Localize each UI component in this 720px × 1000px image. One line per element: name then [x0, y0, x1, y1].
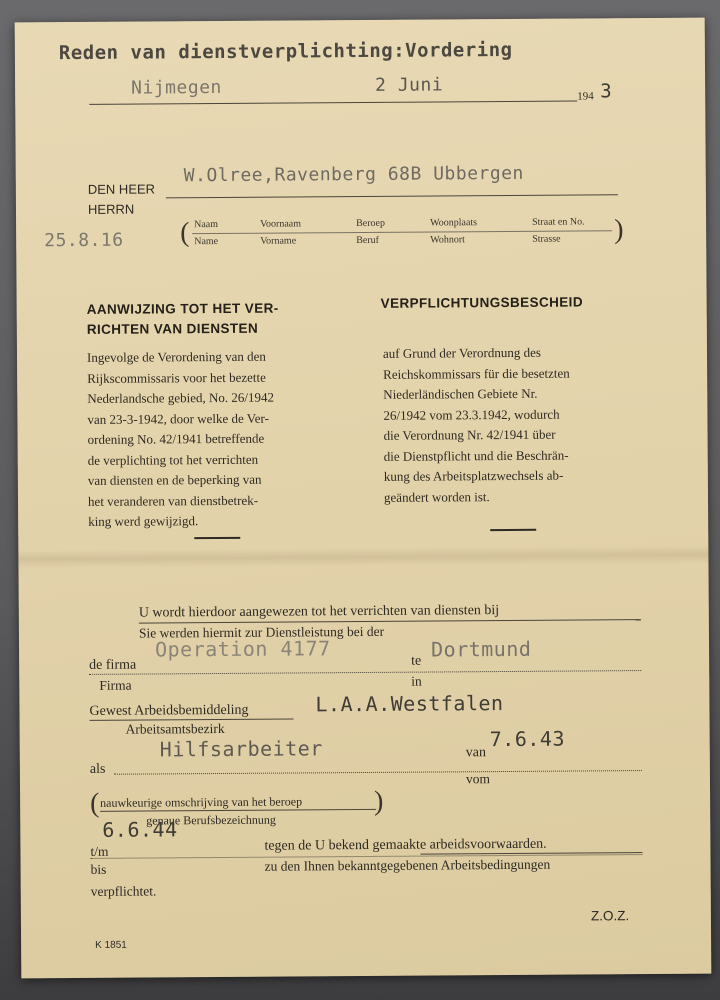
left-line-5: ordening No. 42/1941 betreffende [87, 430, 265, 447]
right-paragraph [383, 342, 630, 508]
paper-fold [18, 546, 708, 569]
assignment-intro-de: Sie werden hiermit zur Dienstleistung bei der [138, 623, 385, 641]
van-label-nl: van [465, 745, 487, 761]
left-heading-line-2: RICHTEN VAN DIENSTEN [86, 320, 259, 337]
birth-date-value: 25.8.16 [44, 229, 124, 252]
field-vorname: Vorname [260, 235, 297, 247]
te-label-de: in [411, 673, 422, 689]
right-line-2: Reichskommissars für die besetzten [383, 365, 570, 382]
left-end-rule [194, 537, 240, 539]
field-strasse: Strasse [532, 233, 561, 245]
left-paragraph [87, 346, 336, 532]
fields-close-paren: ) [614, 214, 624, 246]
beroep-label-de: genaue Berufsbezeichnung [146, 812, 276, 828]
beroep-label-nl: nauwkeurige omschrijving van het beroep [100, 794, 303, 810]
left-line-1: Ingevolge de Verordening van den [86, 348, 266, 365]
zoz-label: Z.O.Z. [590, 908, 630, 924]
right-line-5: die Verordnung Nr. 42/1941 über [383, 426, 556, 443]
left-line-8: het veranderen van dienstbetrek- [87, 492, 259, 509]
als-label-nl: als [89, 761, 106, 777]
left-line-6: de verplichting tot het verrichten [87, 451, 259, 468]
firma-line [89, 670, 641, 675]
date-underline [89, 100, 577, 104]
field-naam: Naam [194, 219, 219, 231]
van-value: 7.6.43 [489, 726, 566, 752]
right-end-rule [490, 529, 536, 531]
year-suffix: 3 [600, 80, 613, 103]
assignment-intro-nl: U wordt hierdoor aangewezen tot het verrichten van diensten bij [138, 603, 500, 621]
year-prefix: 194 [577, 90, 594, 103]
left-line-4: van 23-3-1942, door welke de Ver- [87, 410, 269, 427]
date-value: 2 Juni [375, 74, 444, 96]
field-woonplaats: Woonplaats [430, 217, 478, 229]
document-page [15, 18, 712, 979]
firma-label-de: Firma [99, 677, 132, 693]
left-line-9: king werd gewijzigd. [88, 513, 199, 529]
gewest-label-de: Arbeitsamtsbezirk [125, 720, 225, 737]
field-beroep: Beroep [356, 217, 386, 230]
gewest-label-nl: Gewest Arbeidsbemiddeling [89, 702, 249, 719]
verpflichtet-label: verpflichtet. [90, 883, 157, 899]
document-title: Reden van dienstverplichting:Vordering [58, 38, 513, 65]
als-value: Hilfsarbeiter [159, 736, 323, 762]
right-line-8: geändert worden ist. [383, 488, 490, 505]
right-line-3: Niederländischen Gebiete Nr. [383, 385, 538, 402]
field-name: Name [194, 236, 219, 248]
left-heading-line-1: AANWIJZING TOT HET VER- [86, 300, 279, 317]
place-value: Nijmegen [131, 76, 222, 99]
te-value: Dortmund [430, 636, 532, 662]
right-line-6: die Dienstpflicht und die Beschrän- [383, 447, 569, 464]
den-heer-label: DEN HEER [87, 181, 156, 197]
left-line-7: van diensten en de beperking van [87, 471, 262, 488]
right-line-7: kung des Arbeitsplatzwechsels ab- [383, 467, 564, 484]
form-number: K 1851 [95, 939, 127, 951]
voorwaarden-nl: tegen de U bekend gemaakte arbeidsvoorwaarden. [264, 836, 547, 854]
field-voornaam: Voornaam [260, 218, 302, 230]
tm-label-nl: t/m [90, 843, 109, 859]
field-wohnort: Wohnort [430, 234, 465, 246]
voorwaarden-de: zu den Ihnen bekanntgegebenen Arbeitsbedingungen [264, 856, 551, 874]
field-beruf: Beruf [356, 234, 380, 247]
te-label-nl: te [411, 653, 422, 669]
right-heading: VERPFLICHTUNGSBESCHEID [380, 294, 584, 311]
left-line-2: Rijkscommissaris voor het bezette [87, 369, 266, 386]
tm-value: 6.6.44 [102, 817, 178, 842]
herrn-label: HERRN [87, 201, 135, 217]
tm-label-de: bis [90, 861, 107, 877]
field-straat: Straat en No. [532, 216, 585, 228]
van-label-de: vom [465, 771, 491, 787]
beroep-open-paren: ( [90, 787, 100, 819]
als-line [114, 770, 642, 775]
firma-label-nl: de firma [89, 657, 137, 673]
left-line-3: Nederlandsche gebied, No. 26/1942 [87, 389, 274, 406]
firma-value: Operation 4177 [154, 636, 331, 662]
beroep-close-paren: ) [374, 785, 384, 817]
right-line-4: 26/1942 vom 23.3.1942, wodurch [383, 406, 560, 423]
recipient-typed: W.Olree,Ravenberg 68B Ubbergen [183, 162, 524, 187]
gewest-value: L.A.A.Westfalen [315, 691, 504, 717]
right-line-1: auf Grund der Verordnung des [382, 344, 541, 361]
fields-open-paren: ( [180, 217, 190, 249]
recipient-line [166, 194, 618, 198]
